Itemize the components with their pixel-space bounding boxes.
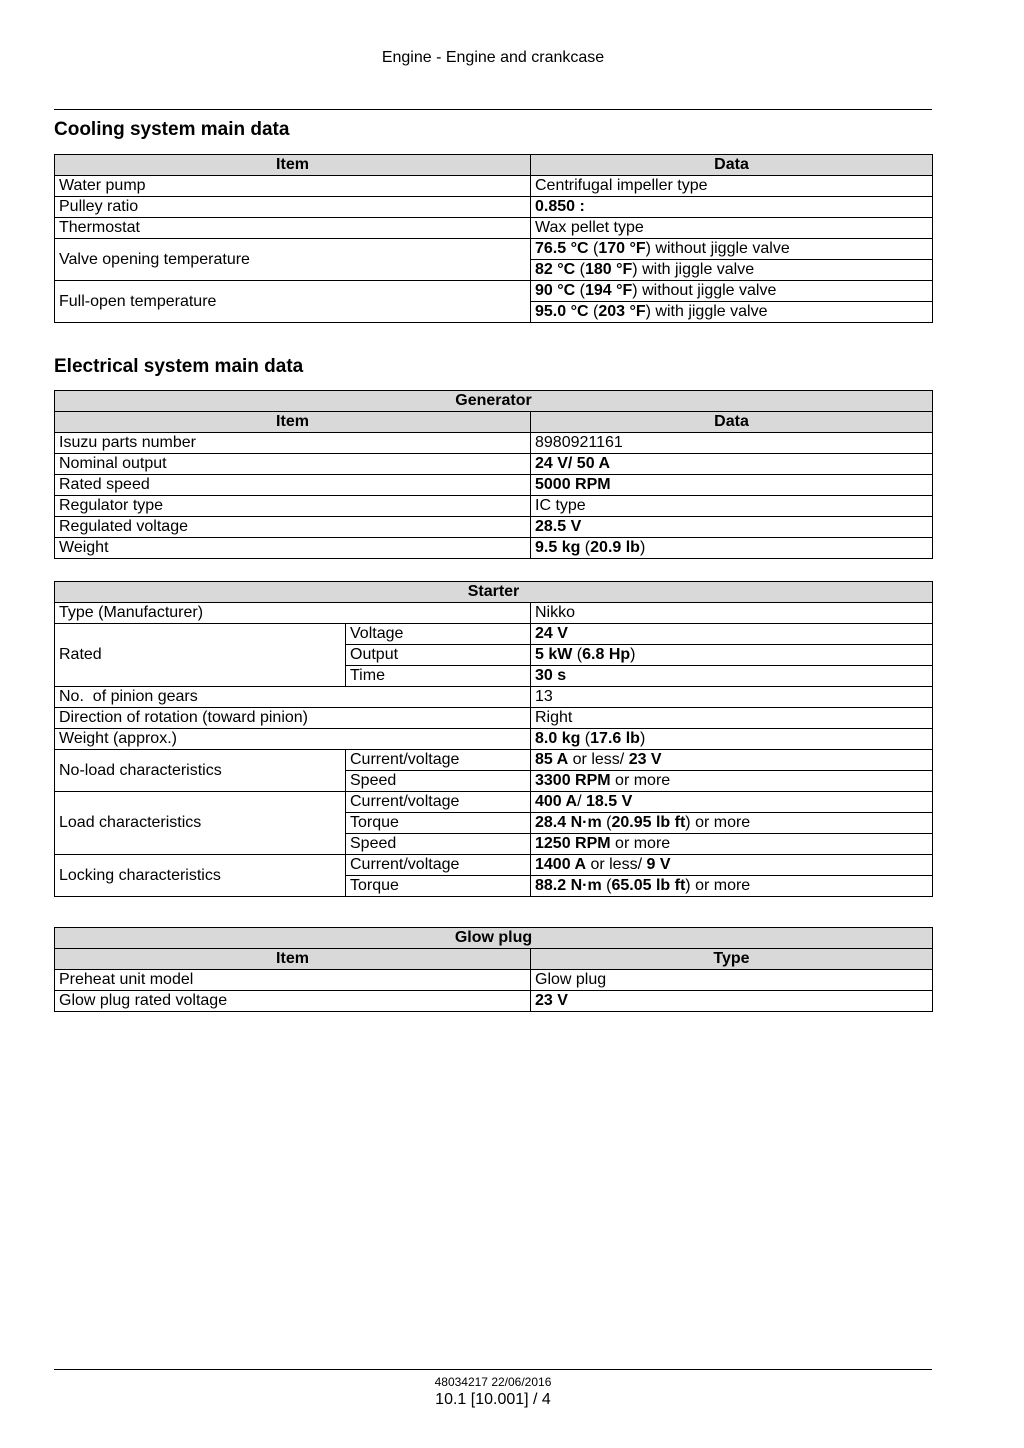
- row-value: Wax pellet type: [531, 218, 933, 239]
- row-value: 76.5 °C (170 °F) without jiggle valve: [531, 239, 933, 260]
- row-value: 23 V: [531, 991, 933, 1012]
- row-label: Rated speed: [55, 475, 531, 496]
- row-label: Valve opening temperature: [55, 239, 531, 281]
- table-row: [55, 517, 933, 538]
- cooling-table: [54, 154, 933, 323]
- starter-title: Starter: [55, 582, 933, 603]
- table-row: [55, 176, 933, 197]
- row-value: 24 V: [531, 624, 933, 645]
- row-label: Weight (approx.): [55, 729, 531, 750]
- row-value: 95.0 °C (203 °F) with jiggle valve: [531, 302, 933, 323]
- row-sublabel: Voltage: [346, 624, 531, 645]
- table-row: [55, 687, 933, 708]
- row-value: 0.850 :: [531, 197, 933, 218]
- table-row: [55, 475, 933, 496]
- row-label: Locking characteristics: [55, 855, 346, 897]
- row-value: 90 °C (194 °F) without jiggle valve: [531, 281, 933, 302]
- row-value: 3300 RPM or more: [531, 771, 933, 792]
- col-header-item: Item: [55, 155, 531, 176]
- col-header-data: Data: [531, 412, 933, 433]
- row-sublabel: Time: [346, 666, 531, 687]
- page-header: Engine - Engine and crankcase: [381, 49, 605, 66]
- row-value: IC type: [531, 496, 933, 517]
- col-header-item: Item: [55, 412, 531, 433]
- footer-doc-code: 48034217 22/06/2016: [434, 1375, 552, 1389]
- table-row: [55, 239, 933, 260]
- table-row: [55, 708, 933, 729]
- row-value: 5000 RPM: [531, 475, 933, 496]
- col-header-type: Type: [531, 949, 933, 970]
- cooling-section-title: Cooling system main data: [54, 119, 290, 140]
- row-sublabel: Torque: [346, 876, 531, 897]
- row-label: Glow plug rated voltage: [55, 991, 531, 1012]
- table-row: [55, 433, 933, 454]
- row-label: Isuzu parts number: [55, 433, 531, 454]
- table-row: [55, 538, 933, 559]
- header-rule: [54, 109, 932, 110]
- row-label: No. of pinion gears: [55, 687, 531, 708]
- generator-table: [54, 390, 933, 559]
- row-value: 28.4 N·m (20.95 lb ft) or more: [531, 813, 933, 834]
- row-value: 30 s: [531, 666, 933, 687]
- generator-title: Generator: [55, 391, 933, 412]
- row-sublabel: Current/voltage: [346, 750, 531, 771]
- row-value: 82 °C (180 °F) with jiggle valve: [531, 260, 933, 281]
- table-row: [55, 792, 933, 813]
- table-row: [55, 991, 933, 1012]
- table-row: [55, 218, 933, 239]
- row-label: Preheat unit model: [55, 970, 531, 991]
- table-row: [55, 454, 933, 475]
- row-value: 8980921161: [531, 433, 933, 454]
- row-value: Nikko: [531, 603, 933, 624]
- row-sublabel: Current/voltage: [346, 855, 531, 876]
- row-sublabel: Speed: [346, 771, 531, 792]
- row-sublabel: Current/voltage: [346, 792, 531, 813]
- glow-plug-table: [54, 927, 933, 1012]
- table-row: [55, 855, 933, 876]
- row-sublabel: Output: [346, 645, 531, 666]
- table-row: [55, 970, 933, 991]
- row-value: 24 V/ 50 A: [531, 454, 933, 475]
- row-label: Load characteristics: [55, 792, 346, 855]
- row-value: 88.2 N·m (65.05 lb ft) or more: [531, 876, 933, 897]
- table-row: [55, 729, 933, 750]
- row-value: 8.0 kg (17.6 lb): [531, 729, 933, 750]
- table-row: [55, 603, 933, 624]
- row-value: 9.5 kg (20.9 lb): [531, 538, 933, 559]
- row-value: 85 A or less/ 23 V: [531, 750, 933, 771]
- row-value: 1400 A or less/ 9 V: [531, 855, 933, 876]
- table-row: [55, 496, 933, 517]
- row-label: Nominal output: [55, 454, 531, 475]
- table-row: [55, 750, 933, 771]
- row-label: Weight: [55, 538, 531, 559]
- row-label: Regulator type: [55, 496, 531, 517]
- row-value: 28.5 V: [531, 517, 933, 538]
- row-label: Pulley ratio: [55, 197, 531, 218]
- row-label: Regulated voltage: [55, 517, 531, 538]
- footer-page-number: 10.1 [10.001] / 4: [435, 1391, 551, 1408]
- row-label: No-load characteristics: [55, 750, 346, 792]
- col-header-item: Item: [55, 949, 531, 970]
- row-value: 400 A/ 18.5 V: [531, 792, 933, 813]
- col-header-data: Data: [531, 155, 933, 176]
- row-label: Direction of rotation (toward pinion): [55, 708, 531, 729]
- electrical-section-title: Electrical system main data: [54, 356, 304, 377]
- row-value: 13: [531, 687, 933, 708]
- row-label: Rated: [55, 624, 346, 687]
- table-row: [55, 197, 933, 218]
- row-sublabel: Torque: [346, 813, 531, 834]
- row-value: 1250 RPM or more: [531, 834, 933, 855]
- starter-table: [54, 581, 933, 897]
- row-sublabel: Speed: [346, 834, 531, 855]
- row-value: Right: [531, 708, 933, 729]
- row-label: Type (Manufacturer): [55, 603, 531, 624]
- glow-plug-title: Glow plug: [55, 928, 933, 949]
- table-row: [55, 624, 933, 645]
- table-row: [55, 281, 933, 302]
- row-label: Water pump: [55, 176, 531, 197]
- row-value: Centrifugal impeller type: [531, 176, 933, 197]
- row-label: Thermostat: [55, 218, 531, 239]
- footer-rule: [54, 1369, 932, 1370]
- row-value: Glow plug: [531, 970, 933, 991]
- row-label: Full-open temperature: [55, 281, 531, 323]
- row-value: 5 kW (6.8 Hp): [531, 645, 933, 666]
